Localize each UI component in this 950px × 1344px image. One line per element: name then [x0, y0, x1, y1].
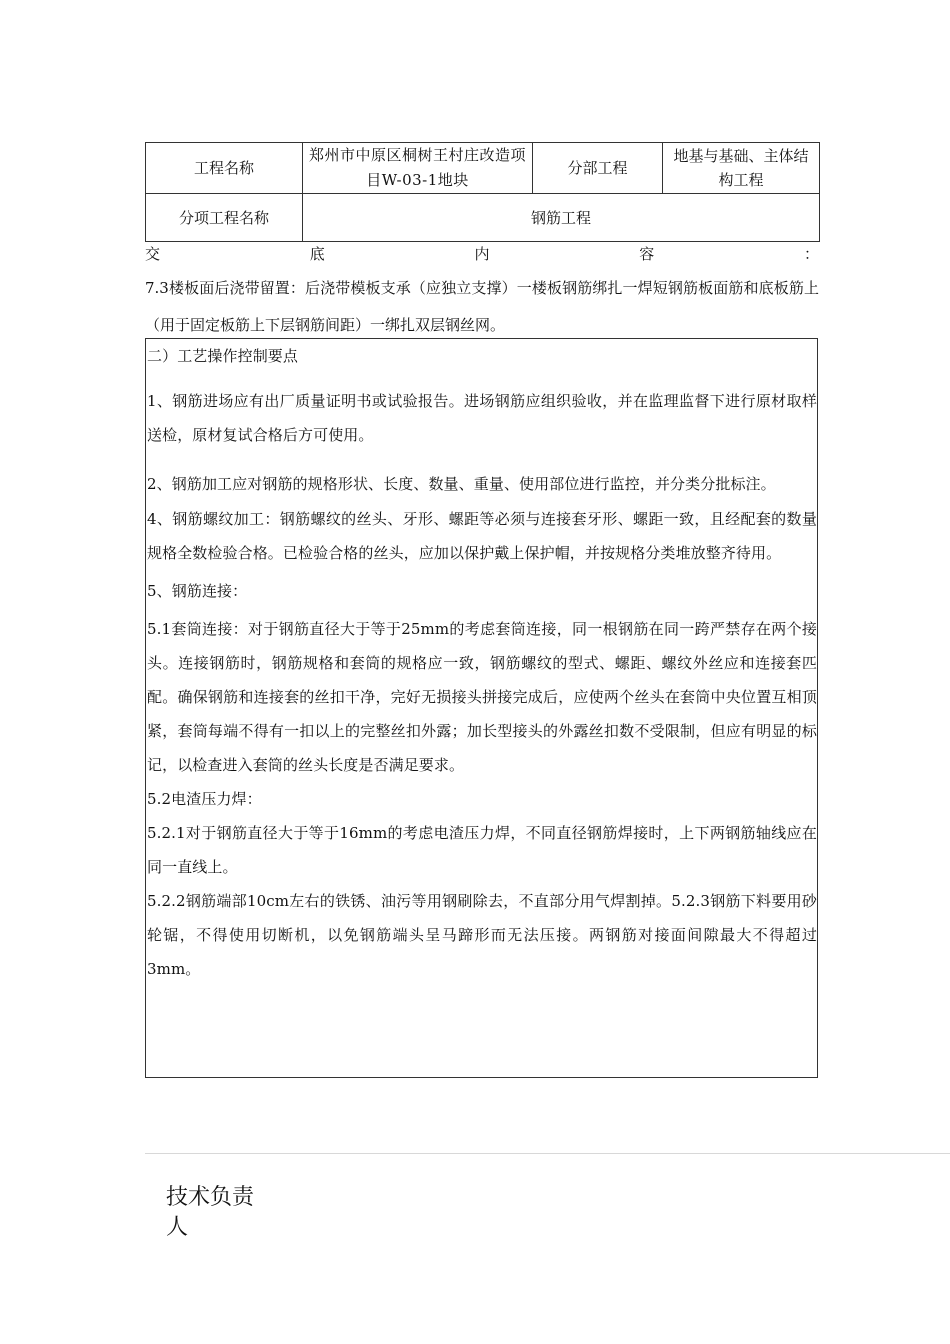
heading-char: 交	[145, 245, 161, 263]
post-cast-strip-paragraph: 7.3楼板面后浇带留置：后浇带模板支承（应独立支撑）一楼板钢筋绑扎一焊短钢筋板面筋和底板筋上（用于固定板筋上下层钢筋间距）一绑扎双层钢丝网。	[145, 279, 819, 334]
paragraph-5-2-2: 5.2.2钢筋端部10cm左右的铁锈、油污等用钢刷除去，不直部分用气焊割掉。5.2.3钢筋下料要用砂轮锯，不得使用切断机，以免钢筋端头呈马蹄形而无法压接。两钢筋对接面间隙最大不得超过3mm。	[147, 892, 817, 978]
paragraph-5-1: 5.1套筒连接：对于钢筋直径大于等于25mm的考虑套筒连接，同一根钢筋在同一跨严禁存在两个接头。连接钢筋时，钢筋规格和套筒的规格应一致，钢筋螺纹的型式、螺距、螺纹外丝应和连接套匹配。确保钢筋和连接套的丝扣干净，完好无损接头拼接完成后，应使两个丝头在套筒中央位置互相顶紧，套筒每端不得有一扣以上的完整丝扣外露；加长型接头的外露丝扣数不受限制，但应有明显的标记，以检查进入套筒的丝头长度是否满足要求。	[147, 620, 817, 774]
paragraph-1: 1、钢筋进场应有出厂质量证明书或试验报告。进场钢筋应组织验收，并在监理监督下进行原材取样送检，原材复试合格后方可使用。	[147, 392, 817, 444]
section-heading: 二）工艺操作控制要点	[147, 347, 299, 365]
page-separator	[145, 1153, 950, 1154]
paragraph-5: 5、钢筋连接：	[147, 582, 248, 600]
project-name-label: 工程名称	[146, 143, 303, 194]
disclosure-content-heading	[145, 244, 819, 264]
project-name-value: 郑州市中原区桐树王村庄改造项目W-03-1地块	[303, 143, 533, 194]
heading-char: 容	[639, 245, 655, 263]
paragraph-5-2-1: 5.2.1对于钢筋直径大于等于16mm的考虑电渣压力焊，不同直径钢筋焊接时，上下两钢筋轴线应在同一直线上。	[147, 824, 817, 876]
heading-char: 底	[309, 245, 325, 263]
subitem-label: 分项工程名称	[146, 194, 303, 242]
project-info-table	[145, 142, 820, 242]
project-row	[146, 143, 820, 194]
division-value: 地基与基础、主体结构工程	[663, 143, 820, 194]
subitem-value: 钢筋工程	[303, 194, 820, 242]
heading-char: 内	[474, 245, 490, 263]
paragraph-2: 2、钢筋加工应对钢筋的规格形状、长度、数量、重量、使用部位进行监控，并分类分批标注。	[147, 475, 776, 493]
technical-lead-signature-label: 技术负责人	[166, 1185, 255, 1240]
heading-colon: ：	[803, 245, 819, 263]
paragraph-5-2: 5.2电渣压力焊：	[147, 790, 262, 808]
division-label: 分部工程	[533, 143, 663, 194]
subitem-row	[146, 194, 820, 242]
paragraph-4: 4、钢筋螺纹加工：钢筋螺纹的丝头、牙形、螺距等必须与连接套牙形、螺距一致，且经配套的数量规格全数检验合格。已检验合格的丝头，应加以保护戴上保护帽，并按规格分类堆放整齐待用。	[147, 510, 817, 562]
process-control-box	[145, 338, 818, 1078]
